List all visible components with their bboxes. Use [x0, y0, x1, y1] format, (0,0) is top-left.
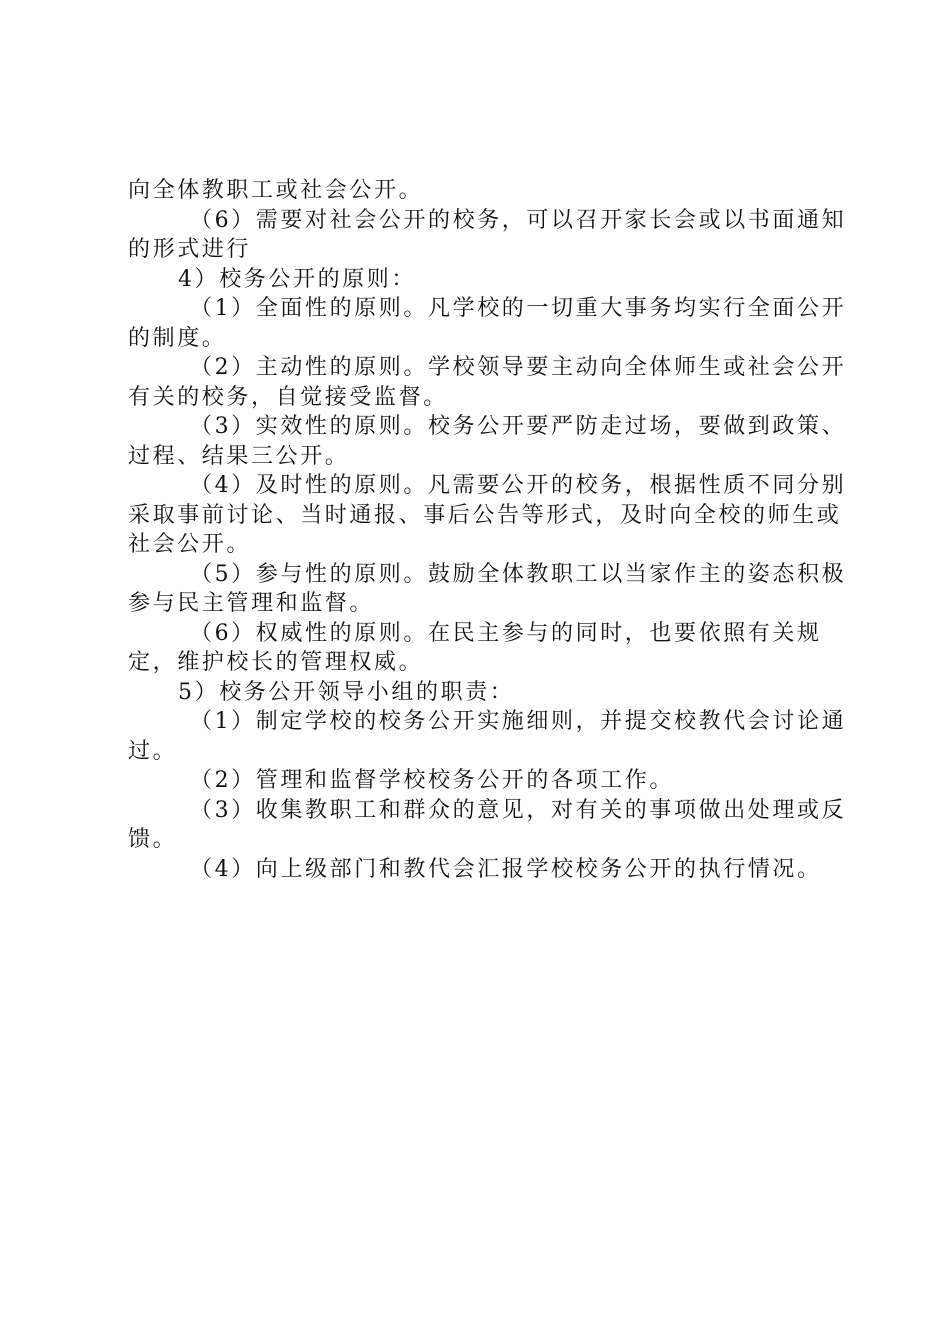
paragraph: （3）收集教职工和群众的意见，对有关的事项做出处理或反馈。 [128, 797, 847, 852]
paragraph: （3）实效性的原则。校务公开要严防走过场，要做到政策、过程、结果三公开。 [128, 414, 847, 469]
paragraph: （4）及时性的原则。凡需要公开的校务，根据性质不同分别采取事前讨论、当时通报、事后公告等形式，及时向全校的师生或社会公开。 [128, 473, 847, 557]
paragraph: （4）向上级部门和教代会汇报学校校务公开的执行情况。 [190, 856, 822, 882]
paragraph: （2）管理和监督学校校务公开的各项工作。 [190, 768, 674, 793]
paragraph: （6）需要对社会公开的校务，可以召开家长会或以书面通知的形式进行 [128, 207, 847, 262]
paragraph: （1）全面性的原则。凡学校的一切重大事务均实行全面公开的制度。 [128, 296, 847, 351]
paragraph: 向全体教职工或社会公开。 [128, 178, 424, 203]
paragraph: （1）制定学校的校务公开实施细则，并提交校教代会讨论通过。 [128, 709, 847, 764]
section-heading: 4）校务公开的原则： [178, 266, 416, 292]
document-body [128, 176, 850, 884]
paragraph: （2）主动性的原则。学校领导要主动向全体师生或社会公开有关的校务，自觉接受监督。 [128, 355, 847, 410]
section-heading: 5）校务公开领导小组的职责： [178, 679, 515, 705]
paragraph: （5）参与性的原则。鼓励全体教职工以当家作主的姿态积极参与民主管理和监督。 [128, 561, 847, 616]
paragraph: （6）权威性的原则。在民主参与的同时，也要依照有关规定，维护校长的管理权威。 [128, 620, 822, 675]
